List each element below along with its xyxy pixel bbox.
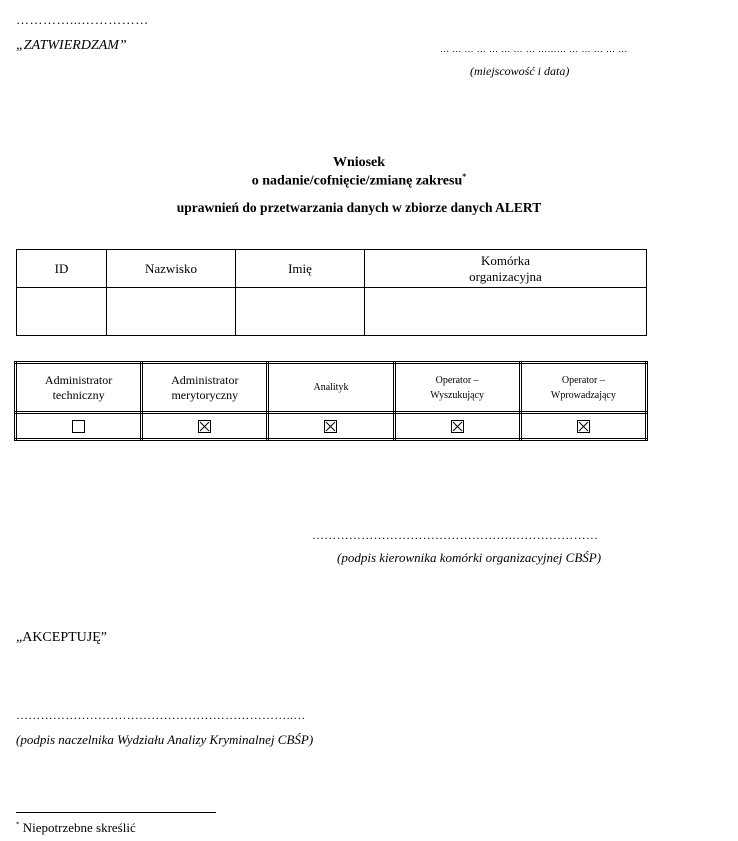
role-label-line1: Administrator bbox=[44, 372, 113, 387]
role-label-line1: Administrator bbox=[171, 372, 239, 387]
checkbox-operator-input[interactable] bbox=[577, 420, 590, 433]
accept-label: „AKCEPTUJĘ” bbox=[16, 630, 107, 645]
footnote-mark: * bbox=[16, 820, 20, 829]
role-label-line1: Operator – bbox=[435, 374, 479, 386]
role-technical-admin bbox=[16, 363, 142, 413]
checkbox-cell bbox=[268, 413, 394, 440]
header-surname: Nazwisko bbox=[107, 250, 236, 288]
checkbox-cross-icon bbox=[578, 421, 589, 432]
header-unit-line1: Komórka bbox=[480, 252, 531, 268]
role-operator-input bbox=[520, 363, 646, 413]
checkbox-cell bbox=[520, 413, 646, 440]
role-label-line2: merytoryczny bbox=[171, 387, 239, 402]
checkbox-cross-icon bbox=[325, 421, 336, 432]
roles-header-row bbox=[16, 363, 647, 413]
header-first-name: Imię bbox=[236, 250, 365, 288]
document-subject: uprawnień do przetwarzania danych w zbiorze danych ALERT bbox=[176, 200, 542, 215]
checkbox-technical-admin[interactable] bbox=[72, 420, 85, 433]
role-content-admin bbox=[142, 363, 268, 413]
checkbox-content-admin[interactable] bbox=[198, 420, 211, 433]
document-subtitle-text: o nadanie/cofnięcie/zmianę zakresu bbox=[251, 173, 463, 189]
table-row bbox=[17, 288, 647, 336]
footnote-marker: * bbox=[462, 172, 467, 181]
checkbox-cell bbox=[394, 413, 520, 440]
approve-label: „ZATWIERDZAM” bbox=[16, 38, 127, 53]
checkbox-cell bbox=[16, 413, 142, 440]
footnote-divider bbox=[16, 812, 216, 813]
header-unit-line2: organizacyjna bbox=[469, 268, 542, 284]
cell-first-name[interactable] bbox=[236, 288, 365, 336]
document-title: Wniosek bbox=[332, 155, 386, 170]
unit-head-signature-caption: (podpis kierownika komórki organizacyjnej CBŚP) bbox=[337, 550, 602, 565]
role-analyst bbox=[268, 363, 394, 413]
checkbox-cross-icon bbox=[199, 421, 210, 432]
footnote-text: Niepotrzebne skreślić bbox=[19, 820, 136, 835]
role-label-line2: Wprowadzający bbox=[550, 389, 616, 401]
header-id: ID bbox=[17, 250, 107, 288]
division-head-signature-caption: (podpis naczelnika Wydziału Analizy Kryminalnej CBŚP) bbox=[16, 732, 314, 747]
role-label-line2: Wyszukujący bbox=[430, 389, 485, 401]
unit-head-signature-line: ………………………………………….………………… bbox=[312, 528, 599, 542]
approval-signature-line: …………...…………… bbox=[16, 12, 149, 27]
cell-surname[interactable] bbox=[107, 288, 236, 336]
checkbox-operator-search[interactable] bbox=[451, 420, 464, 433]
role-label-line2: techniczny bbox=[52, 387, 105, 402]
role-label-line1: Operator – bbox=[561, 374, 605, 386]
header-unit bbox=[365, 250, 647, 288]
checkbox-analyst[interactable] bbox=[324, 420, 337, 433]
roles-checkbox-row bbox=[16, 413, 647, 440]
division-head-signature-line: …………………………………………………………..… bbox=[16, 708, 306, 722]
footnote bbox=[16, 820, 136, 836]
role-operator-search bbox=[394, 363, 520, 413]
cell-id[interactable] bbox=[17, 288, 107, 336]
place-date-caption: (miejscowość i data) bbox=[470, 64, 570, 78]
document-subtitle bbox=[0, 172, 718, 190]
person-table bbox=[16, 249, 647, 336]
role-label-line1: Analityk bbox=[313, 382, 349, 393]
checkbox-cross-icon bbox=[452, 421, 463, 432]
cell-unit[interactable] bbox=[365, 288, 647, 336]
checkbox-cell bbox=[142, 413, 268, 440]
place-date-line: … … … … … … … … ……… … … … … … bbox=[440, 44, 628, 54]
roles-table bbox=[14, 361, 648, 441]
table-header-row bbox=[17, 250, 647, 288]
